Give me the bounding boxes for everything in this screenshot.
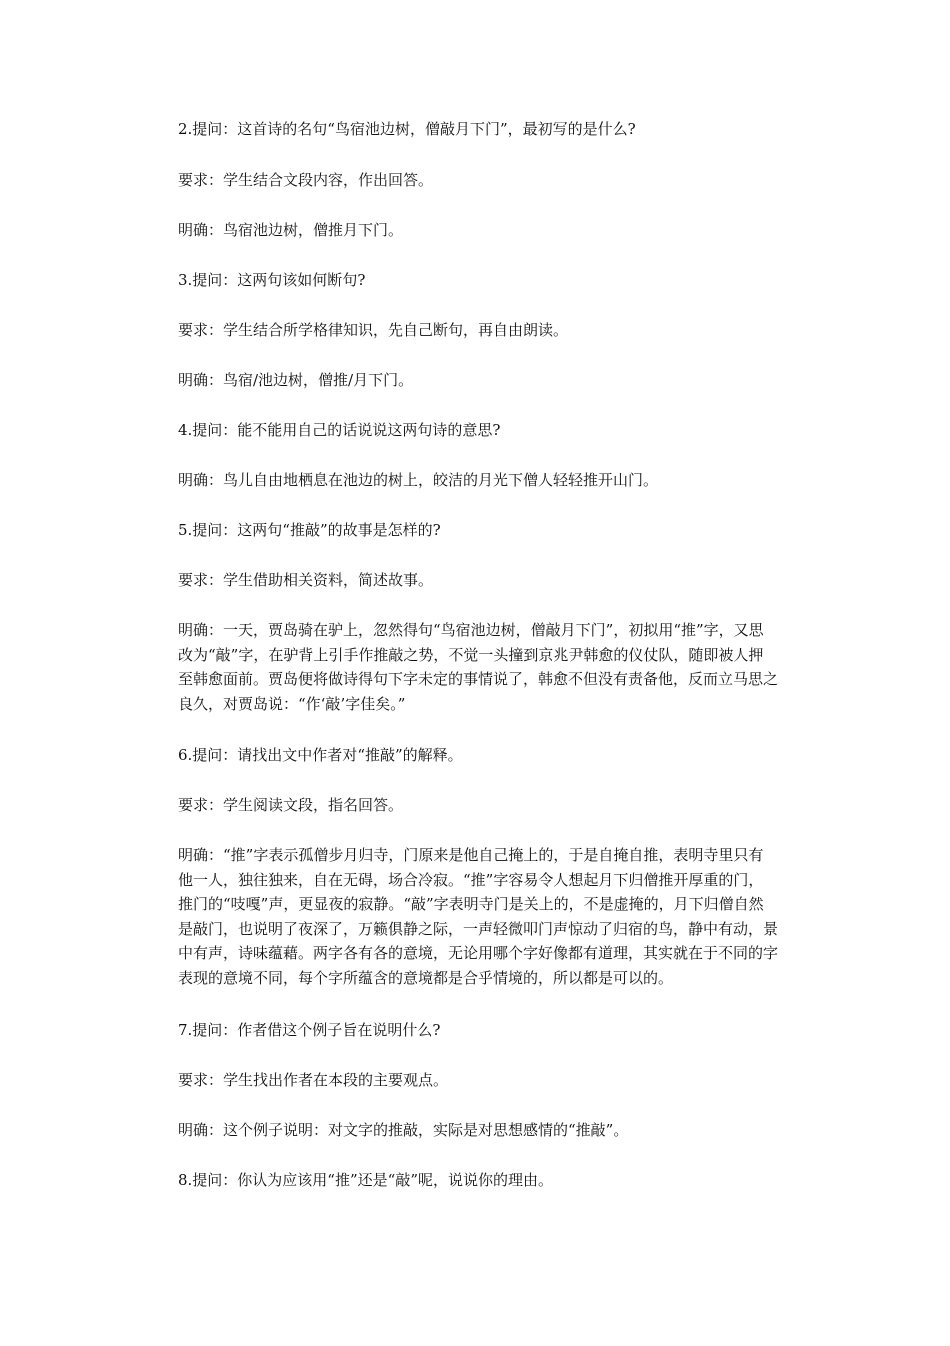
question-3: 3.提问：这两句该如何断句? xyxy=(178,271,366,289)
requirement-6: 要求：学生阅读文段，指名回答。 xyxy=(178,796,404,814)
question-8: 8.提问：你认为应该用“推”还是“敲”呢，说说你的理由。 xyxy=(178,1171,553,1189)
requirement-5: 要求：学生借助相关资料，简述故事。 xyxy=(178,571,434,589)
answer-3: 明确：鸟宿/池边树，僧推/月下门。 xyxy=(178,371,414,389)
question-4: 4.提问：能不能用自己的话说说这两句诗的意思? xyxy=(178,421,501,439)
question-5: 5.提问：这两句“推敲”的故事是怎样的? xyxy=(178,521,441,539)
answer-6: 明确：“推”字表示孤僧步月归寺，门原来是他自己掩上的，于是自掩自推，表明寺里只有他一人，独往独来，自在无碍，场合冷寂。“推”字容易令人想起月下归僧推开厚重的门，推门的“吱嘎”声，更显夜的寂静。“敲”字表明寺门是关上的，不是虚掩的，月下归僧自然是敲门，也说明了夜深了，万籁俱静之际，一声轻微叩门声惊动了归宿的鸟，静中有动，景中有声，诗味蕴藉。两字各有各的意境，无论用哪个字好像都有道理，其实就在于不同的字表现的意境不同，每个字所蕴含的意境都是合乎情境的，所以都是可以的。 xyxy=(178,846,779,987)
question-7: 7.提问：作者借这个例子旨在说明什么? xyxy=(178,1021,441,1039)
answer-5: 明确：一天，贾岛骑在驴上，忽然得句“鸟宿池边树，僧敲月下门”，初拟用“推”字，又思改为“敲”字，在驴背上引手作推敲之势，不觉一头撞到京兆尹韩愈的仪仗队，随即被人押至韩愈面前。贾岛便将做诗得句下字未定的事情说了，韩愈不但没有责备他，反而立马思之良久，对贾岛说：“作‘敲’字佳矣。” xyxy=(178,621,779,713)
question-6: 6.提问：请找出文中作者对“推敲”的解释。 xyxy=(178,746,463,764)
requirement-3: 要求：学生结合所学格律知识，先自己断句，再自由朗读。 xyxy=(178,321,569,339)
requirement-7: 要求：学生找出作者在本段的主要观点。 xyxy=(178,1071,449,1089)
answer-7: 明确：这个例子说明：对文字的推敲，实际是对思想感情的“推敲”。 xyxy=(178,1121,629,1139)
answer-2: 明确：鸟宿池边树，僧推月下门。 xyxy=(178,221,404,239)
requirement-2: 要求：学生结合文段内容，作出回答。 xyxy=(178,171,434,189)
answer-4: 明确：鸟儿自由地栖息在池边的树上，皎洁的月光下僧人轻轻推开山门。 xyxy=(178,471,659,489)
question-2: 2.提问：这首诗的名句“鸟宿池边树，僧敲月下门”，最初写的是什么? xyxy=(178,120,636,138)
